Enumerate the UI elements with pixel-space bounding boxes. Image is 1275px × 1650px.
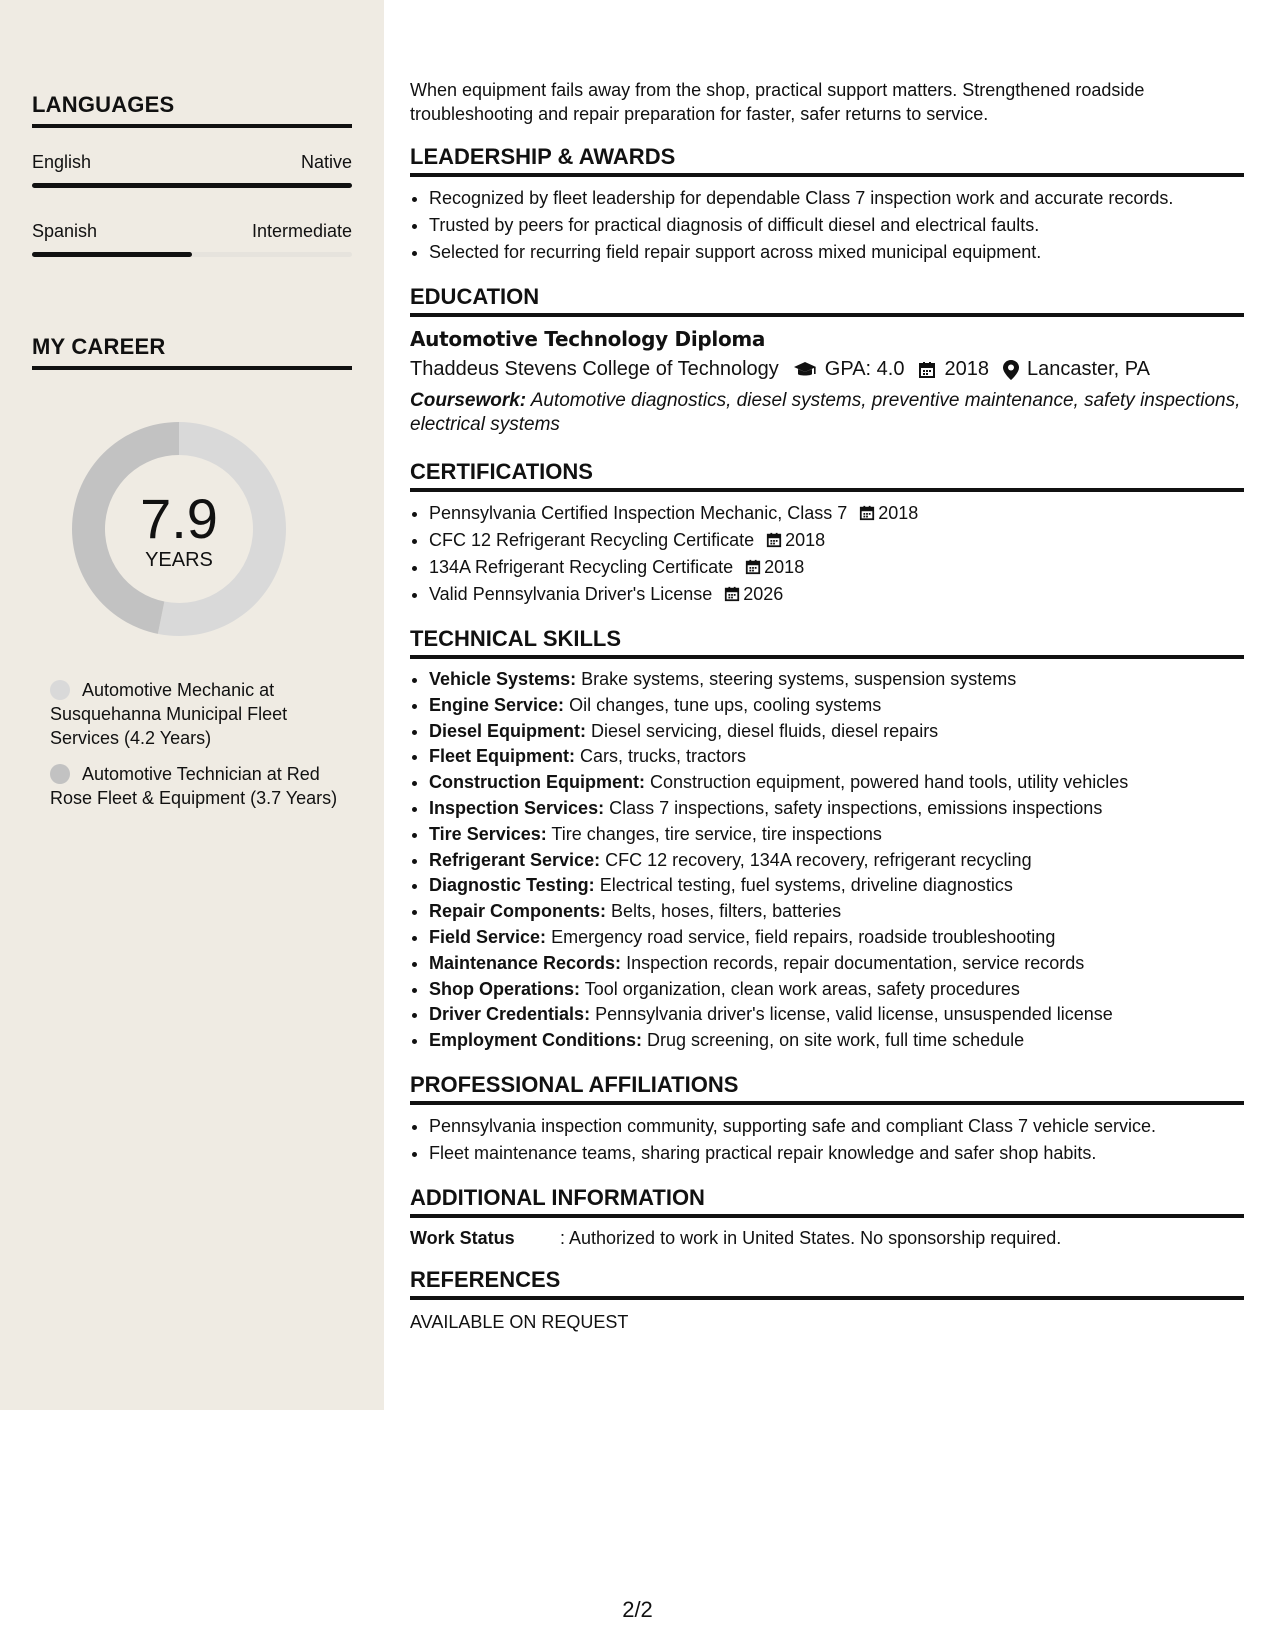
education-gpa: GPA: 4.0: [824, 358, 905, 380]
list-item: • Trusted by peers for practical diagnosis of difficult diesel and electrical faults.: [429, 212, 1244, 239]
certification-item: [429, 500, 1244, 527]
leadership-list: [410, 185, 1244, 266]
work-status-label: Work Status: [410, 1227, 515, 1248]
list-item: • Recognized by fleet leadership for dependable Class 7 inspection work and accurate records.: [429, 185, 1244, 212]
skill-item: [429, 822, 1244, 848]
affiliations-heading: PROFESSIONAL AFFILIATIONS: [410, 1072, 1244, 1105]
skill-item: [429, 899, 1244, 925]
language-level-bar: [32, 252, 352, 257]
skill-item: [429, 873, 1244, 899]
language-level: Native: [300, 152, 352, 172]
languages-heading: LANGUAGES: [32, 92, 352, 128]
career-legend: [50, 678, 340, 822]
career-donut-chart: [66, 416, 292, 642]
calendar-icon: [724, 586, 740, 602]
work-status-row: [410, 1228, 1244, 1249]
skill-item: [429, 693, 1244, 719]
legend-dot-icon: [50, 764, 70, 784]
language-level-fill: [32, 183, 352, 188]
career-section: [32, 334, 352, 370]
language-item: [32, 221, 352, 257]
skill-text: Tire changes, tire service, tire inspections: [546, 823, 882, 844]
references-text: AVAILABLE ON REQUEST: [410, 1311, 629, 1332]
skill-text: Electrical testing, fuel systems, driveline diagnostics: [594, 875, 1013, 896]
career-total-unit: YEARS: [145, 548, 213, 571]
calendar-icon: [766, 532, 782, 548]
calendar-icon: [918, 361, 936, 379]
location-pin-icon: [1003, 360, 1019, 380]
skill-text: Oil changes, tune ups, cooling systems: [564, 694, 882, 715]
skill-text: Emergency road service, field repairs, roadside troubleshooting: [546, 926, 1056, 947]
certification-item: [429, 554, 1244, 581]
career-legend-text: Automotive Mechanic at Susquehanna Municipal Fleet Services (4.2 Years): [50, 680, 288, 748]
certification-year: 2018: [785, 530, 826, 550]
list-item: • Fleet maintenance teams, sharing practical repair knowledge and safer shop habits.: [429, 1140, 1244, 1167]
coursework-label: Coursework:: [410, 390, 527, 411]
education-school: Thaddeus Stevens College of Technology: [410, 358, 779, 380]
references-heading: REFERENCES: [410, 1267, 1244, 1300]
certification-name: Valid Pennsylvania Driver's License: [429, 584, 713, 604]
skill-label: Vehicle Systems:: [429, 669, 577, 689]
skill-text: Diesel servicing, diesel fluids, diesel repairs: [586, 720, 939, 741]
skill-label: Maintenance Records:: [429, 952, 622, 973]
certification-year: 2018: [878, 503, 919, 523]
skill-text: Inspection records, repair documentation, service records: [621, 952, 1085, 973]
skill-label: Engine Service:: [429, 694, 565, 715]
calendar-icon: [859, 505, 875, 521]
skill-label: Driver Credentials:: [429, 1004, 591, 1025]
main-content: [410, 78, 1244, 1333]
certification-item: [429, 581, 1244, 608]
education-heading: EDUCATION: [410, 284, 1244, 317]
skill-text: Tool organization, clean work areas, safety procedures: [580, 978, 1020, 999]
skill-label: Employment Conditions:: [429, 1030, 642, 1051]
coursework-text: Automotive diagnostics, diesel systems, preventive maintenance, safety inspections, electrical systems: [410, 390, 1241, 435]
skill-item: [429, 925, 1244, 951]
skills-list: [410, 667, 1244, 1054]
career-total-years: 7.9: [140, 486, 218, 550]
skills-heading: TECHNICAL SKILLS: [410, 626, 1244, 659]
skill-item: [429, 770, 1244, 796]
skill-item: [429, 744, 1244, 770]
graduation-cap-icon: [793, 361, 817, 379]
language-level-fill: [32, 252, 192, 257]
skill-item: [429, 796, 1244, 822]
skill-label: Field Service:: [429, 926, 547, 947]
education-degree: Automotive Technology Diploma: [410, 327, 766, 351]
skill-label: Diesel Equipment:: [429, 720, 587, 741]
work-status-value: : Authorized to work in United States. No sponsorship required.: [560, 1227, 1062, 1248]
skill-label: Shop Operations:: [429, 978, 581, 999]
education-coursework: [410, 389, 1244, 437]
education-year: 2018: [944, 358, 989, 380]
certification-item: [429, 527, 1244, 554]
calendar-icon: [745, 559, 761, 575]
skill-label: Tire Services:: [429, 823, 547, 844]
certification-year: 2018: [764, 557, 805, 577]
skill-label: Inspection Services:: [429, 797, 605, 818]
skill-item: [429, 719, 1244, 745]
legend-dot-icon: [50, 680, 70, 700]
skill-label: Diagnostic Testing:: [429, 875, 595, 896]
career-legend-item: [50, 762, 340, 810]
leadership-heading: LEADERSHIP & AWARDS: [410, 144, 1244, 177]
career-legend-text: Automotive Technician at Red Rose Fleet & Equipment (3.7 Years): [50, 764, 338, 808]
skill-item: [429, 1028, 1244, 1054]
certification-year: 2026: [743, 584, 784, 604]
list-item: • Pennsylvania inspection community, supporting safe and compliant Class 7 vehicle service.: [429, 1113, 1244, 1140]
skill-item: [429, 1002, 1244, 1028]
education-location: Lancaster, PA: [1026, 358, 1150, 380]
certification-name: 134A Refrigerant Recycling Certificate: [429, 557, 734, 577]
page-number: 2/2: [622, 1597, 653, 1622]
list-item: • Selected for recurring field repair support across mixed municipal equipment.: [429, 239, 1244, 266]
skill-text: Belts, hoses, filters, batteries: [606, 901, 842, 922]
affiliations-list: [410, 1113, 1244, 1167]
additional-info-heading: ADDITIONAL INFORMATION: [410, 1185, 1244, 1218]
skill-text: Pennsylvania driver's license, valid license, unsuspended license: [590, 1004, 1113, 1025]
certifications-heading: CERTIFICATIONS: [410, 459, 1244, 492]
language-name: English: [32, 152, 92, 172]
skill-text: Cars, trucks, tractors: [575, 746, 747, 767]
language-level: Intermediate: [251, 221, 352, 241]
skill-item: [429, 977, 1244, 1003]
skill-item: [429, 951, 1244, 977]
certification-name: CFC 12 Refrigerant Recycling Certificate: [429, 530, 755, 550]
language-item: [32, 152, 352, 188]
certifications-list: [410, 500, 1244, 608]
skill-text: Construction equipment, powered hand tools, utility vehicles: [644, 772, 1129, 793]
summary-text: When equipment fails away from the shop, practical support matters. Strengthened roadside troubleshooting and repair preparation for faster, safer returns to service.: [410, 80, 1145, 124]
sidebar: [0, 0, 384, 1410]
education-details: [410, 358, 1244, 381]
career-heading: MY CAREER: [32, 334, 352, 370]
languages-section: [32, 92, 352, 257]
skill-text: CFC 12 recovery, 134A recovery, refrigerant recycling: [600, 849, 1032, 870]
skill-text: Class 7 inspections, safety inspections, emissions inspections: [604, 797, 1103, 818]
language-level-bar: [32, 183, 352, 188]
skill-label: Fleet Equipment:: [429, 746, 576, 767]
skill-label: Construction Equipment:: [429, 772, 645, 793]
certification-name: Pennsylvania Certified Inspection Mechanic, Class 7: [429, 503, 848, 523]
skill-text: Brake systems, steering systems, suspension systems: [576, 669, 1017, 689]
skill-item: [429, 848, 1244, 874]
skill-item: [429, 667, 1244, 693]
skill-text: Drug screening, on site work, full time schedule: [642, 1030, 1025, 1051]
skill-label: Refrigerant Service:: [429, 849, 601, 870]
skill-label: Repair Components:: [429, 901, 607, 922]
language-name: Spanish: [32, 221, 98, 241]
career-legend-item: [50, 678, 340, 750]
